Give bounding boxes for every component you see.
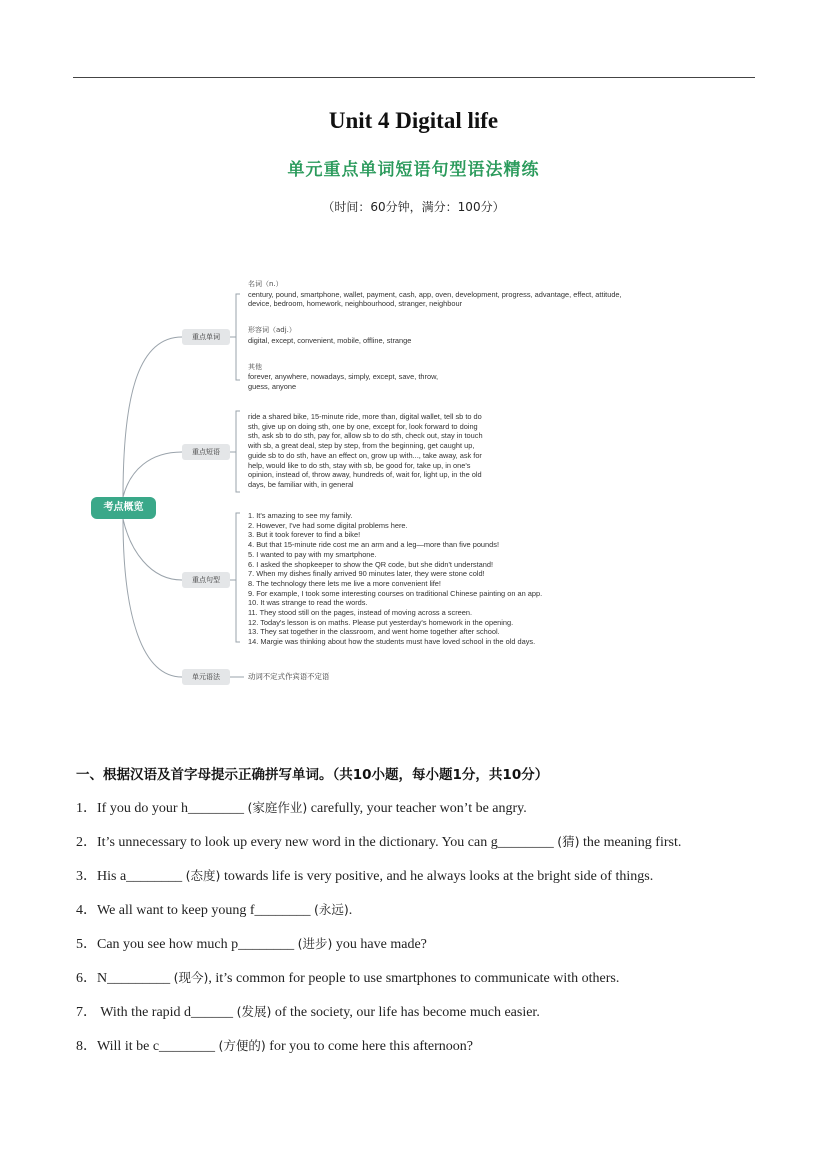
connector-phrases [123,452,182,497]
question-hint: (永远) [314,902,349,917]
question-text: the meaning first. [579,835,682,850]
sentence-line: 11. They stood still on the pages, instead of moving across a screen. [248,608,473,618]
question-text: If you do your h________ [97,801,248,816]
mind-map [0,270,827,690]
mind-map-root: 考点概览 [91,497,156,519]
question-text: for you to come here this afternoon? [265,1039,474,1054]
sentence-line: 14. Margie was thinking about how the students must have loved school in the old days. [248,637,536,647]
vocab-details [248,280,728,392]
phrase-line: ride a shared bike, 15-minute ride, more than, digital wallet, tell sb to do [248,412,482,421]
question-number: 7． [76,1005,97,1020]
question-text: , it’s common for people to use smartphones to communicate with others. [208,971,620,986]
question-text: We all want to keep young f________ [97,903,314,918]
question-hint: (家庭作业) [247,800,308,815]
phrase-line: sth, give up on doing sth, one by one, except for, look forward to doing [248,421,478,431]
sentences-details [248,511,608,647]
connector-grammar [123,519,182,677]
page-subtitle: 单元重点单词短语句型语法精练 [287,160,540,180]
sentence-line: 8. The technology there lets me live a more convenient life! [248,578,441,588]
connector-vocab [123,337,182,497]
question-3 [76,865,653,885]
branch-vocab: 重点单词 [182,329,230,345]
sentence-line: 13. They sat together in the classroom, and went home together after school. [248,627,500,637]
header-rule [73,77,755,78]
adj-label: 形容词（adj.） [248,326,296,335]
bracket-phrases [236,411,240,492]
sentence-line: 6. I asked the shopkeeper to show the QR code, but she didn't understand! [248,559,494,569]
question-text: His a________ [97,869,186,884]
sentence-line: 10. It was strange to read the words. [248,598,368,608]
sentence-line: 3. But it took forever to find a bike! [248,530,361,540]
question-text: N_________ [97,971,174,986]
question-6 [76,967,619,987]
branch-phrases: 重点短语 [182,444,230,460]
other-line-2: guess, anyone [248,381,297,391]
question-number: 6． [76,971,97,986]
sentence-line: 7. When my dishes finally arrived 90 minutes later, they were stone cold! [248,569,485,579]
sentence-line: 12. Today's lesson is on maths. Please put yesterday's homework in the opening. [248,617,514,627]
question-number: 2． [76,835,97,850]
question-hint: (现今) [173,970,209,985]
question-hint: (进步) [297,936,333,951]
phrase-line: with sb, a great deal, step by step, from the beginning, get caught up, [248,441,475,451]
connector-sentences [123,519,182,580]
question-1 [76,797,527,817]
question-text: . [348,903,353,918]
question-number: 3． [76,869,97,884]
question-text: It’s unnecessary to look up every new word in the dictionary. You can g________ [97,835,558,850]
question-8 [76,1035,473,1055]
time-info: （时间：60分钟，满分：100分） [322,200,505,214]
sentence-line: 9. For example, I took some interesting courses on traditional Chinese painting on an app. [248,588,543,598]
question-text: you have made? [332,937,427,952]
question-text: towards life is very positive, and he always looks at the bright side of things. [220,869,654,884]
other-line-1: forever, anywhere, nowadays, simply, except, save, throw, [248,372,439,382]
phrase-line: opinion, instead of, throw away, hundreds of, wait for, light up, in the old [248,470,482,480]
noun-line-1: century, pound, smartphone, wallet, payment, cash, app, oven, development, progress, advantage, effect, attitude, [248,289,622,299]
sentence-line: 4. But that 15-minute ride cost me an arm and a leg—more than five pounds! [248,540,500,550]
branch-grammar: 单元语法 [182,669,230,685]
question-hint: (态度) [185,868,221,883]
page-title: Unit 4 Digital life [328,108,499,133]
bracket-sentences [236,513,240,642]
question-number: 5． [76,937,97,952]
other-label: 其他 [248,362,262,371]
question-hint: (猜) [557,834,580,849]
question-text: Will it be c________ [97,1039,219,1054]
question-hint: (方便的) [218,1038,266,1053]
question-2 [76,831,681,851]
question-hint: (发展) [236,1004,272,1019]
section-heading: 一、根据汉语及首字母提示正确拼写单词。（共10小题，每小题1分，共10分） [76,767,549,783]
question-5 [76,933,427,953]
question-text: carefully, your teacher won’t be angry. [307,801,527,816]
branch-sentences: 重点句型 [182,572,230,588]
question-7 [76,1001,540,1021]
phrase-line: help, would like to do sth, stay with sb, be good for, take up, in one's [248,460,471,470]
sentence-line: 1. It's amazing to see my family. [248,511,353,520]
question-text: With the rapid d______ [97,1005,237,1020]
sentence-line: 2. However, I've had some digital problems here. [248,520,408,530]
adj-line: digital, except, convenient, mobile, offline, strange [248,335,412,345]
question-number: 1． [76,801,97,816]
question-number: 4． [76,903,97,918]
grammar-details: 动词不定式作宾语不定语 [248,672,330,681]
sentence-line: 5. I wanted to pay with my smartphone. [248,549,377,559]
noun-line-2: device, bedroom, homework, neighbourhood, stranger, neighbour [248,299,463,309]
noun-label: 名词（n.） [248,280,283,288]
question-number: 8． [76,1039,97,1054]
phrase-line: guide sb to do sth, have an effect on, grow up with..., take away, ask for [248,450,482,460]
question-text: Can you see how much p________ [97,937,298,952]
question-4 [76,899,352,919]
phrase-line: sth, ask sb to do sth, pay for, allow sb to do sth, check out, stay in touch [248,431,483,441]
phrase-line: days, be familiar with, in general [248,479,354,489]
phrases-details [248,412,568,490]
bracket-vocab [236,294,240,380]
question-text: of the society, our life has become much easier. [271,1005,540,1020]
